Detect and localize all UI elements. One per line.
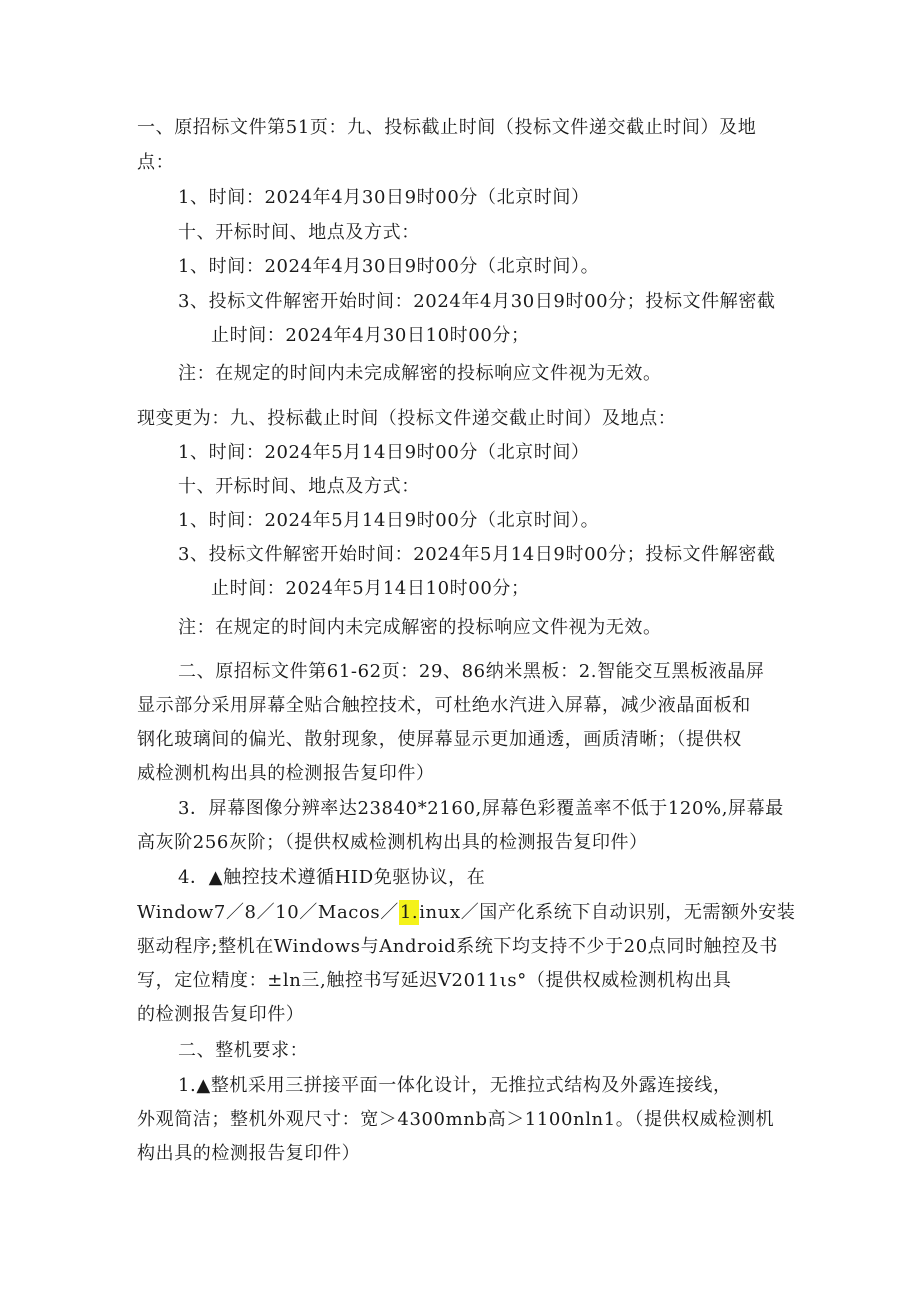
text-line: 二、整机要求： xyxy=(178,1040,309,1061)
text-line: 止时间：2024年5月14日10时00分； xyxy=(211,578,530,599)
text-line: 显示部分采用屏幕全贴合触控技术，可杜绝水汽进入屏幕，减少液晶面板和 xyxy=(137,695,751,716)
text-line: 点： xyxy=(137,152,175,173)
text-line: 钢化玻璃间的偏光、散射现象，使屏幕显示更加通透，画质清晰；（提供权 xyxy=(137,729,742,750)
text-line: 威检测机构出具的检测报告复印件） xyxy=(137,763,435,784)
text-line: 十、开标时间、地点及方式： xyxy=(178,222,420,243)
text-line: 驱动程序;整机在Windows与Android系统下均支持不少于20点同时触控及书 xyxy=(137,936,778,957)
text-fragment: inux／国产化系统下自动识别，无需额外安装 xyxy=(419,902,796,923)
text-line: 1、时间：2024年4月30日9时00分（北京时间）。 xyxy=(178,256,600,277)
text-line: 的检测报告复印件） xyxy=(137,1004,305,1025)
text-line: 1、时间：2024年4月30日9时00分（北京时间） xyxy=(178,187,590,208)
text-line: 十、开标时间、地点及方式： xyxy=(178,476,420,497)
text-line: 写，定位精度：±ln三,触控书写延迟V2011ιs°（提供权威检测机构出具 xyxy=(137,970,732,991)
text-fragment: Window7／8／10／Macos／ xyxy=(137,902,399,923)
text-line: 外观简洁；整机外观尺寸：宽＞4300mnb高＞1100nln1。（提供权威检测机 xyxy=(137,1109,775,1130)
text-line: 4．▲触控技术遵循HID免驱协议，在 xyxy=(178,867,486,888)
text-line: 高灰阶256灰阶；（提供权威检测机构出具的检测报告复印件） xyxy=(137,832,648,853)
text-line: 注：在规定的时间内未完成解密的投标响应文件视为无效。 xyxy=(178,617,662,638)
text-line: 3．屏幕图像分辨率达23840*2160,屏幕色彩覆盖率不低于120%,屏幕最 xyxy=(178,798,784,819)
text-line: 1.▲整机采用三拼接平面一体化设计，无推拉式结构及外露连接线， xyxy=(178,1075,732,1096)
text-line: 1、时间：2024年5月14日9时00分（北京时间）。 xyxy=(178,510,600,531)
text-line: 止时间：2024年4月30日10时00分； xyxy=(211,325,530,346)
text-line: 二、原招标文件第61-62页：29、86纳米黑板：2.智能交互黑板液晶屏 xyxy=(178,661,765,682)
text-line: 构出具的检测报告复印件） xyxy=(137,1143,361,1164)
highlighted-text: 1. xyxy=(399,902,419,923)
text-line: 一、原招标文件第51页：九、投标截止时间（投标文件递交截止时间）及地 xyxy=(137,117,757,138)
text-line: 3、投标文件解密开始时间：2024年4月30日9时00分；投标文件解密截 xyxy=(178,291,776,312)
text-line: 现变更为：九、投标截止时间（投标文件递交截止时间）及地点： xyxy=(137,408,677,429)
text-line: 3、投标文件解密开始时间：2024年5月14日9时00分；投标文件解密截 xyxy=(178,544,776,565)
text-line xyxy=(137,901,796,925)
text-line: 注：在规定的时间内未完成解密的投标响应文件视为无效。 xyxy=(178,363,662,384)
text-line: 1、时间：2024年5月14日9时00分（北京时间） xyxy=(178,442,590,463)
